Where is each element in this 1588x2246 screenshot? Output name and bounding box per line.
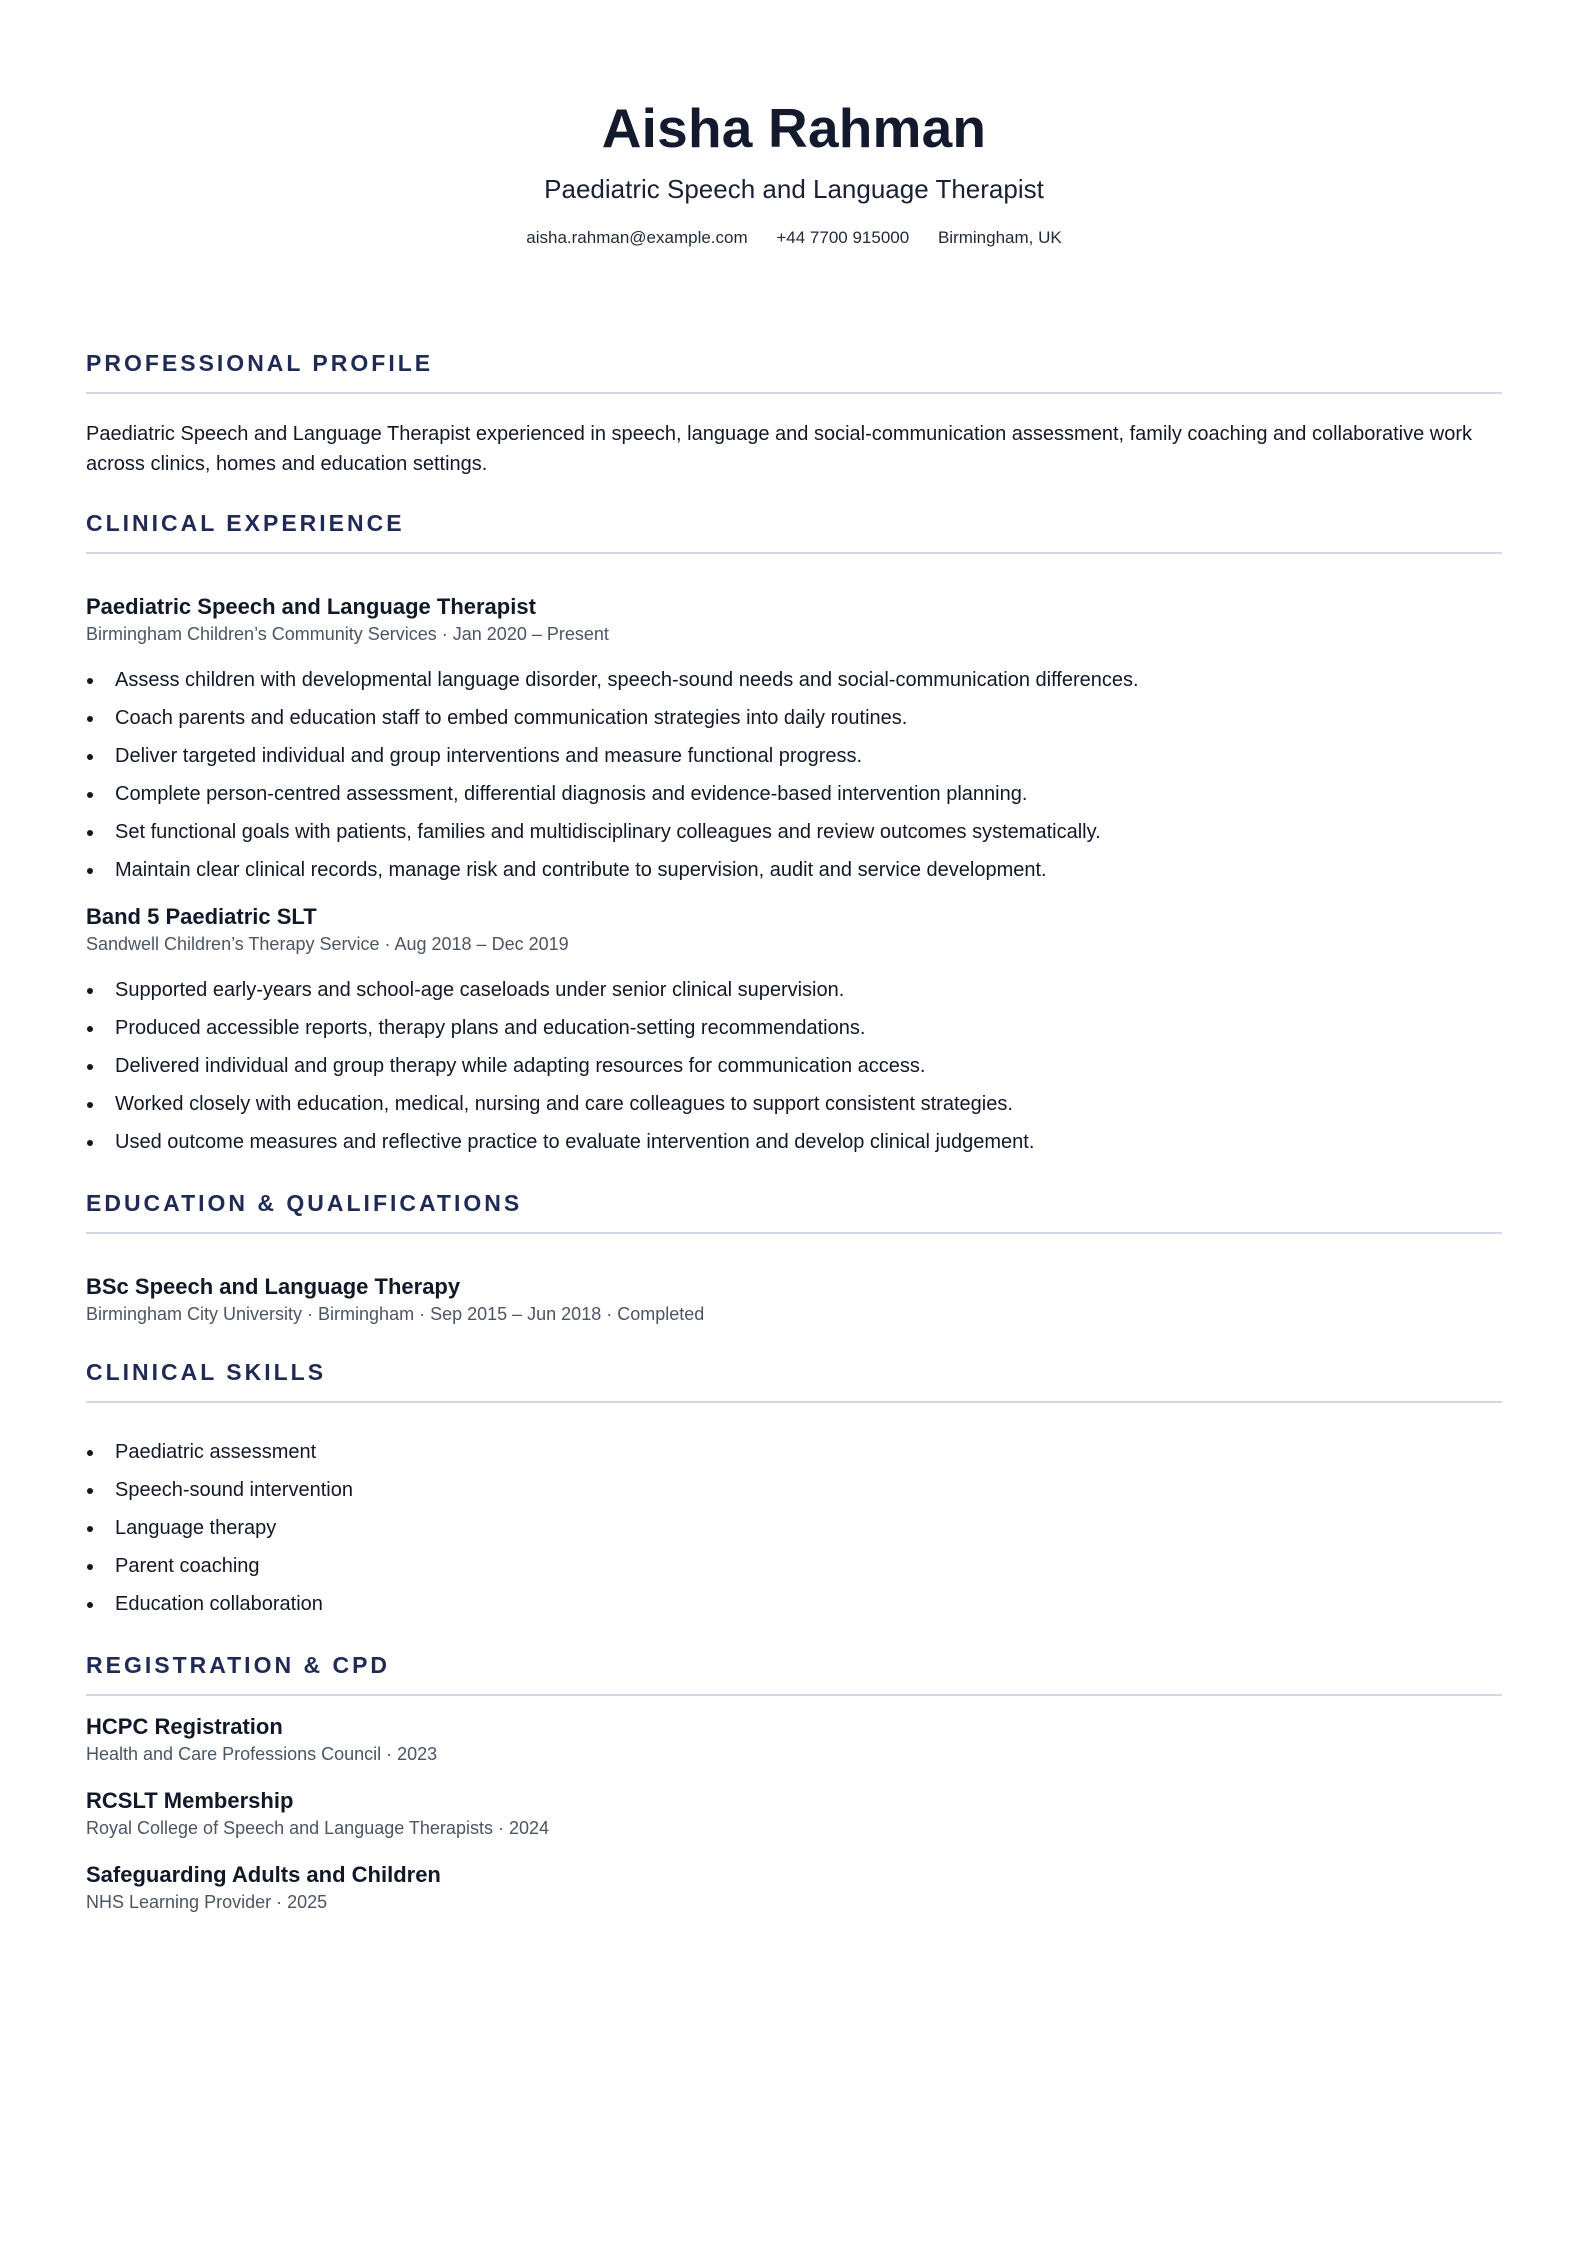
section-title-registration: REGISTRATION & CPD — [86, 1652, 391, 1678]
education-entry — [86, 1273, 1502, 1326]
degree-title: BSc Speech and Language Therapy — [86, 1274, 461, 1299]
registration-entry — [86, 1861, 1502, 1914]
list-item: Worked closely with education, medical, nursing and care colleagues to support consistent strategies. — [86, 1085, 1502, 1123]
profile-text: Paediatric Speech and Language Therapist experienced in speech, language and social-communication assessment, family coaching and collaborative work across clinics, homes and education settings. — [86, 423, 1473, 475]
list-item: Coach parents and education staff to embed communication strategies into daily routines. — [86, 699, 1502, 737]
skill-item: Education collaboration — [86, 1585, 1502, 1623]
list-item: Delivered individual and group therapy while adapting resources for communication access. — [86, 1047, 1502, 1085]
job-bullets — [86, 971, 1502, 1161]
job-role: Paediatric Speech and Language Therapist — [86, 594, 536, 619]
list-item: Produced accessible reports, therapy plans and education-setting recommendations. — [86, 1009, 1502, 1047]
list-item: Set functional goals with patients, families and multidisciplinary colleagues and review outcomes systematically. — [86, 813, 1502, 851]
registration-section — [86, 1650, 1502, 1914]
skill-item: Language therapy — [86, 1509, 1502, 1547]
registration-entry — [86, 1713, 1502, 1766]
candidate-name: Aisha Rahman — [601, 97, 987, 159]
contact-location: Birmingham, UK — [937, 228, 1062, 247]
contact-line — [86, 226, 1502, 250]
skill-item: Speech-sound intervention — [86, 1471, 1502, 1509]
section-divider — [86, 552, 1502, 554]
skills-list — [86, 1433, 1502, 1623]
registration-meta: NHS Learning Provider · 2025 — [86, 1892, 328, 1912]
list-item: Supported early-years and school-age caseloads under senior clinical supervision. — [86, 971, 1502, 1009]
education-section — [86, 1188, 1502, 1326]
registration-name: HCPC Registration — [86, 1714, 283, 1739]
section-divider — [86, 392, 1502, 394]
section-divider — [86, 1694, 1502, 1696]
job-entry — [86, 903, 1502, 1161]
section-title-skills: CLINICAL SKILLS — [86, 1359, 327, 1385]
registration-meta: Royal College of Speech and Language Therapists · 2024 — [86, 1818, 549, 1838]
profile-section — [86, 348, 1502, 479]
list-item: Assess children with developmental language disorder, speech-sound needs and social-communication differences. — [86, 661, 1502, 699]
job-meta: Sandwell Children’s Therapy Service · Aug 2018 – Dec 2019 — [86, 934, 569, 954]
resume-header — [86, 0, 1502, 250]
contact-phone: +44 7700 915000 — [776, 228, 910, 247]
registration-meta: Health and Care Professions Council · 2023 — [86, 1744, 438, 1764]
section-divider — [86, 1232, 1502, 1234]
list-item: Deliver targeted individual and group interventions and measure functional progress. — [86, 737, 1502, 775]
job-meta: Birmingham Children’s Community Services · Jan 2020 – Present — [86, 624, 609, 644]
job-bullets — [86, 661, 1502, 889]
job-entry — [86, 593, 1502, 889]
section-title-education: EDUCATION & QUALIFICATIONS — [86, 1190, 523, 1216]
skill-item: Parent coaching — [86, 1547, 1502, 1585]
contact-email: aisha.rahman@example.com — [526, 228, 748, 247]
section-divider — [86, 1401, 1502, 1403]
registration-name: RCSLT Membership — [86, 1788, 294, 1813]
candidate-headline: Paediatric Speech and Language Therapist — [544, 174, 1044, 204]
degree-meta: Birmingham City University · Birmingham · Sep 2015 – Jun 2018 · Completed — [86, 1304, 705, 1324]
skill-item: Paediatric assessment — [86, 1433, 1502, 1471]
section-title-experience: CLINICAL EXPERIENCE — [86, 510, 405, 536]
list-item: Maintain clear clinical records, manage risk and contribute to supervision, audit and service development. — [86, 851, 1502, 889]
job-role: Band 5 Paediatric SLT — [86, 904, 317, 929]
list-item: Used outcome measures and reflective practice to evaluate intervention and develop clinical judgement. — [86, 1123, 1502, 1161]
registration-entry — [86, 1787, 1502, 1840]
skills-section — [86, 1357, 1502, 1623]
section-title-profile: PROFESSIONAL PROFILE — [86, 350, 434, 376]
registration-name: Safeguarding Adults and Children — [86, 1862, 441, 1887]
experience-section — [86, 508, 1502, 1161]
list-item: Complete person-centred assessment, differential diagnosis and evidence-based intervention planning. — [86, 775, 1502, 813]
